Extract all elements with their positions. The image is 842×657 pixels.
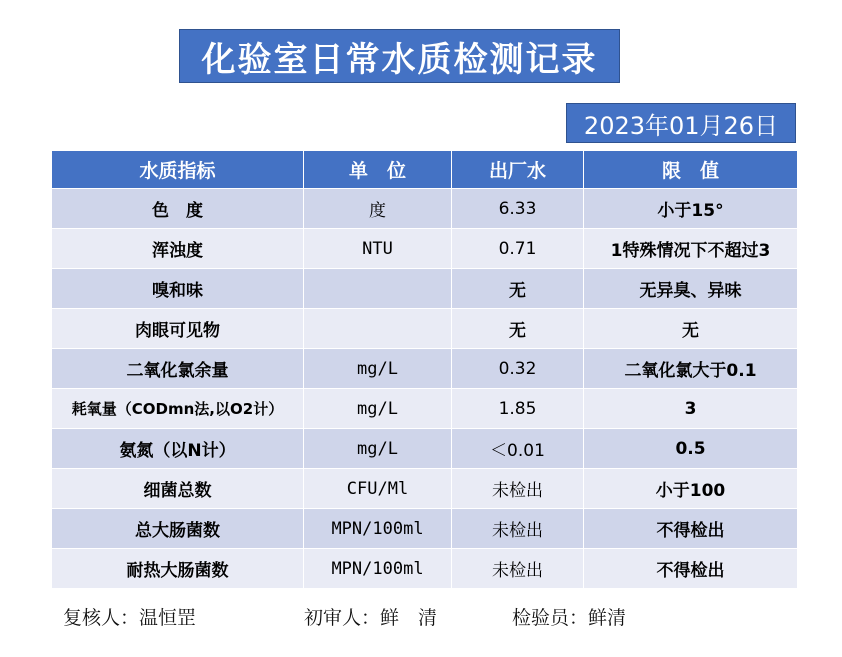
unit-cell: mg/L	[304, 429, 452, 469]
value-cell: 无	[452, 309, 584, 349]
unit-cell: NTU	[304, 229, 452, 269]
table-row	[52, 389, 798, 429]
value-cell: 未检出	[452, 509, 584, 549]
value-cell: 0.32	[452, 349, 584, 389]
table-header-row	[52, 151, 798, 189]
table-row	[52, 229, 798, 269]
unit-cell	[304, 309, 452, 349]
indicator-cell: 肉眼可见物	[52, 309, 304, 349]
limit-cell: 小于100	[584, 469, 798, 509]
value-cell: 1.85	[452, 389, 584, 429]
limit-cell: 无	[584, 309, 798, 349]
table-row	[52, 549, 798, 589]
limit-cell: 1特殊情况下不超过3	[584, 229, 798, 269]
table-row	[52, 429, 798, 469]
header-limit: 限 值	[584, 151, 798, 189]
record-date: 2023年01月26日	[566, 103, 796, 143]
table-row	[52, 189, 798, 229]
table-row	[52, 509, 798, 549]
limit-cell: 小于15°	[584, 189, 798, 229]
unit-cell: MPN/100ml	[304, 509, 452, 549]
header-outlet-water: 出厂水	[452, 151, 584, 189]
value-cell: 未检出	[452, 469, 584, 509]
unit-cell: CFU/Ml	[304, 469, 452, 509]
reviewer-signature: 复核人：温恒罡	[63, 607, 197, 629]
indicator-cell: 氨氮（以N计）	[52, 429, 304, 469]
unit-cell: mg/L	[304, 349, 452, 389]
header-indicator: 水质指标	[52, 151, 304, 189]
indicator-cell: 浑浊度	[52, 229, 304, 269]
indicator-cell: 二氧化氯余量	[52, 349, 304, 389]
page-title: 化验室日常水质检测记录	[179, 29, 620, 83]
table-row	[52, 309, 798, 349]
table-row	[52, 349, 798, 389]
table-row	[52, 469, 798, 509]
value-cell: ＜0.01	[452, 429, 584, 469]
indicator-cell: 耗氧量（CODmn法,以O2计）	[52, 389, 304, 429]
limit-cell: 0.5	[584, 429, 798, 469]
value-cell: 未检出	[452, 549, 584, 589]
limit-cell: 3	[584, 389, 798, 429]
header-unit: 单 位	[304, 151, 452, 189]
indicator-cell: 细菌总数	[52, 469, 304, 509]
indicator-cell: 总大肠菌数	[52, 509, 304, 549]
value-cell: 0.71	[452, 229, 584, 269]
limit-cell: 不得检出	[584, 509, 798, 549]
unit-cell: MPN/100ml	[304, 549, 452, 589]
unit-cell: 度	[304, 189, 452, 229]
limit-cell: 无异臭、异味	[584, 269, 798, 309]
water-quality-table	[51, 150, 798, 589]
inspector-signature: 检验员：鲜清	[512, 607, 627, 629]
first-reviewer-signature: 初审人：鲜 清	[304, 607, 438, 629]
indicator-cell: 色 度	[52, 189, 304, 229]
value-cell: 无	[452, 269, 584, 309]
limit-cell: 不得检出	[584, 549, 798, 589]
limit-cell: 二氧化氯大于0.1	[584, 349, 798, 389]
unit-cell: mg/L	[304, 389, 452, 429]
indicator-cell: 耐热大肠菌数	[52, 549, 304, 589]
indicator-cell: 嗅和味	[52, 269, 304, 309]
unit-cell	[304, 269, 452, 309]
table-row	[52, 269, 798, 309]
value-cell: 6.33	[452, 189, 584, 229]
